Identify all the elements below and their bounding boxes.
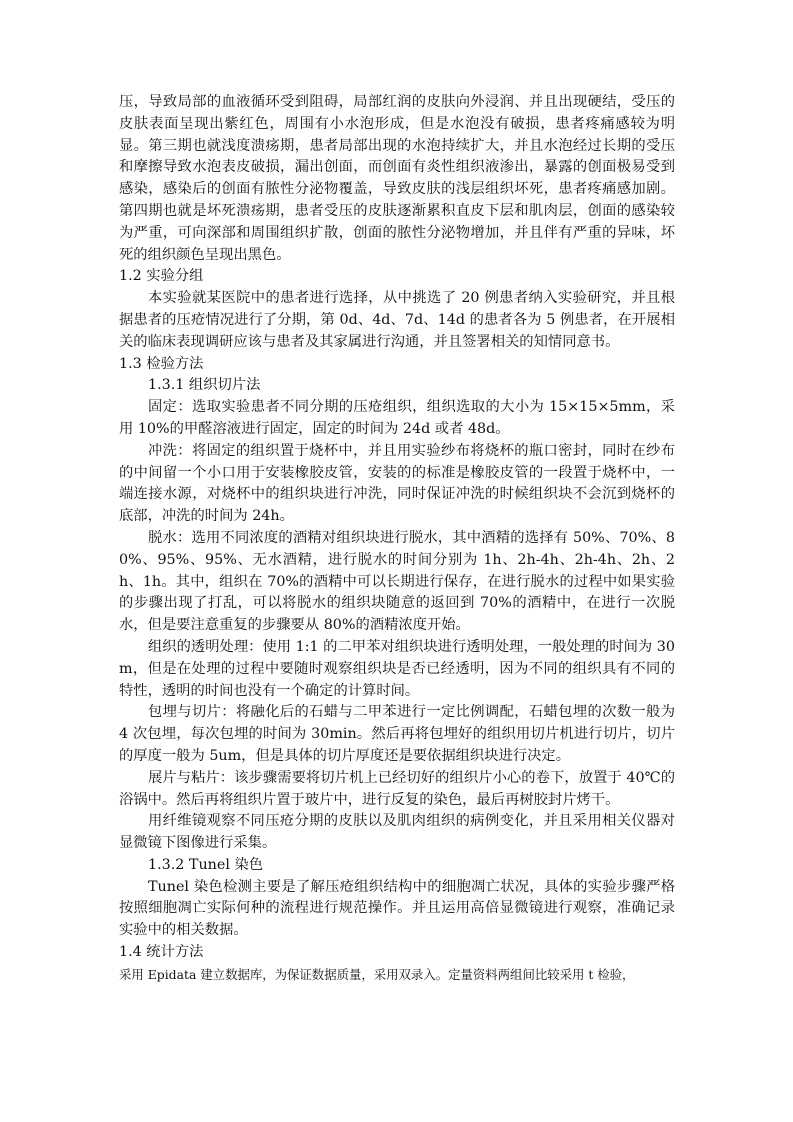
section-heading-1-3: 1.3 检验方法 (119, 355, 204, 372)
subsection-heading-1-3-1: 1.3.1 组织切片法 (148, 377, 261, 394)
paragraph-clearing: 组织的透明处理：使用 1:1 的二甲苯对组织块进行透明处理，一般处理的时间为 30m，但是在处理的过程中要随时观察组织块是否已经透明，因为不同的组织具有不同的特性，透明的时间也没有一个确定的计算时间。 (119, 638, 675, 699)
paragraph-mounting: 展片与粘片：该步骤需要将切片机上已经切好的组织片小心的卷下，放置于 40℃的浴锅中。然后再将组织片置于玻片中，进行反复的染色，最后再树胶封片烤干。 (119, 769, 675, 808)
paragraph-tunel: Tunel 染色检测主要是了解压疮组织结构中的细胞凋亡状况，具体的实验步骤严格按照细胞凋亡实际何种的流程进行规范操作。并且运用高倍显微镜进行观察，准确记录实验中的相关数据。 (119, 878, 675, 939)
paragraph-grouping: 本实验就某医院中的患者进行选择，从中挑选了 20 例患者纳入实验研究，并且根据患者的压疮情况进行了分期，第 0d、4d、7d、14d 的患者各为 5 例患者，在开展相关的临床表现调研应该与患者及其家属进行沟通，并且签署相关的知情同意书。 (119, 290, 675, 350)
paragraph-embedding: 包埋与切片：将融化后的石蜡与二甲苯进行一定比例调配，石蜡包埋的次数一般为 4 次包埋，每次包埋的时间为 30min。然后再将包埋好的组织用切片机进行切片，切片的厚度一般为 5um，但是具体的切片厚度还是要依据组织块进行决定。 (119, 704, 675, 764)
section-heading-1-4: 1.4 统计方法 (119, 944, 204, 961)
paragraph-statistics: 采用 Epidata 建立数据库，为保证数据质量，采用双录入。定量资料两组间比较采用 t 检验， (119, 966, 635, 982)
paragraph-stage-description: 压，导致局部的血液循环受到阻碍，局部红润的皮肤向外浸润、并且出现硬结，受压的皮肤表面呈现出紫红色，周围有小水泡形成，但是水泡没有破损，患者疼痛感较为明显。第三期也就浅度溃疡期，患者局部出现的水泡持续扩大，并且水泡经过长期的受压和摩擦导致水泡表皮破损，漏出创面，而创面有炎性组织液渗出，暴露的创面极易受到感染，感染后的创面有脓性分泌物覆盖，导致皮肤的浅层组织坏死，患者疼痛感加剧。第四期也就是坏死溃疡期，患者受压的皮肤逐渐累积直皮下层和肌肉层，创面的感染较为严重，可向深部和周围组织扩散，创面的脓性分泌物增加，并且伴有严重的异味，坏死的组织颜色呈现出黑色。 (119, 94, 675, 263)
paragraph-fixation: 固定：选取实验患者不同分期的压疮组织，组织选取的大小为 15×15×5mm，采用 10%的甲醛溶液进行固定，固定的时间为 24d 或者 48d。 (119, 399, 675, 437)
section-heading-1-2: 1.2 实验分组 (119, 268, 204, 285)
subsection-heading-1-3-2: 1.3.2 Tunel 染色 (148, 856, 264, 873)
paragraph-dehydration: 脱水：选用不同浓度的酒精对组织块进行脱水，其中酒精的选择有 50%、70%、80%、95%、95%、无水酒精，进行脱水的时间分别为 1h、2h-4h、2h-4h、2h、2h、1h。其中，组织在 70%的酒精中可以长期进行保存，在进行脱水的过程中如果实验的步骤出现了打乱，可以将脱水的组织块随意的返回到 70%的酒精中，在进行一次脱水，但是要注意重复的步骤要从 80%的酒精浓度开始。 (119, 529, 675, 634)
document-page (119, 92, 675, 986)
paragraph-rinsing: 冲洗：将固定的组织置于烧杯中，并且用实验纱布将烧杯的瓶口密封，同时在纱布的中间留一个小口用于安装橡胶皮管，安装的的标准是橡胶皮管的一段置于烧杯中，一端连接水源，对烧杯中的组织块进行冲洗，同时保证冲洗的时候组织块不会沉到烧杯的底部，冲洗的时间为 24h。 (119, 442, 675, 525)
paragraph-observation: 用纤维镜观察不同压疮分期的皮肤以及肌肉组织的病例变化，并且采用相关仪器对显微镜下图像进行采集。 (119, 813, 675, 852)
